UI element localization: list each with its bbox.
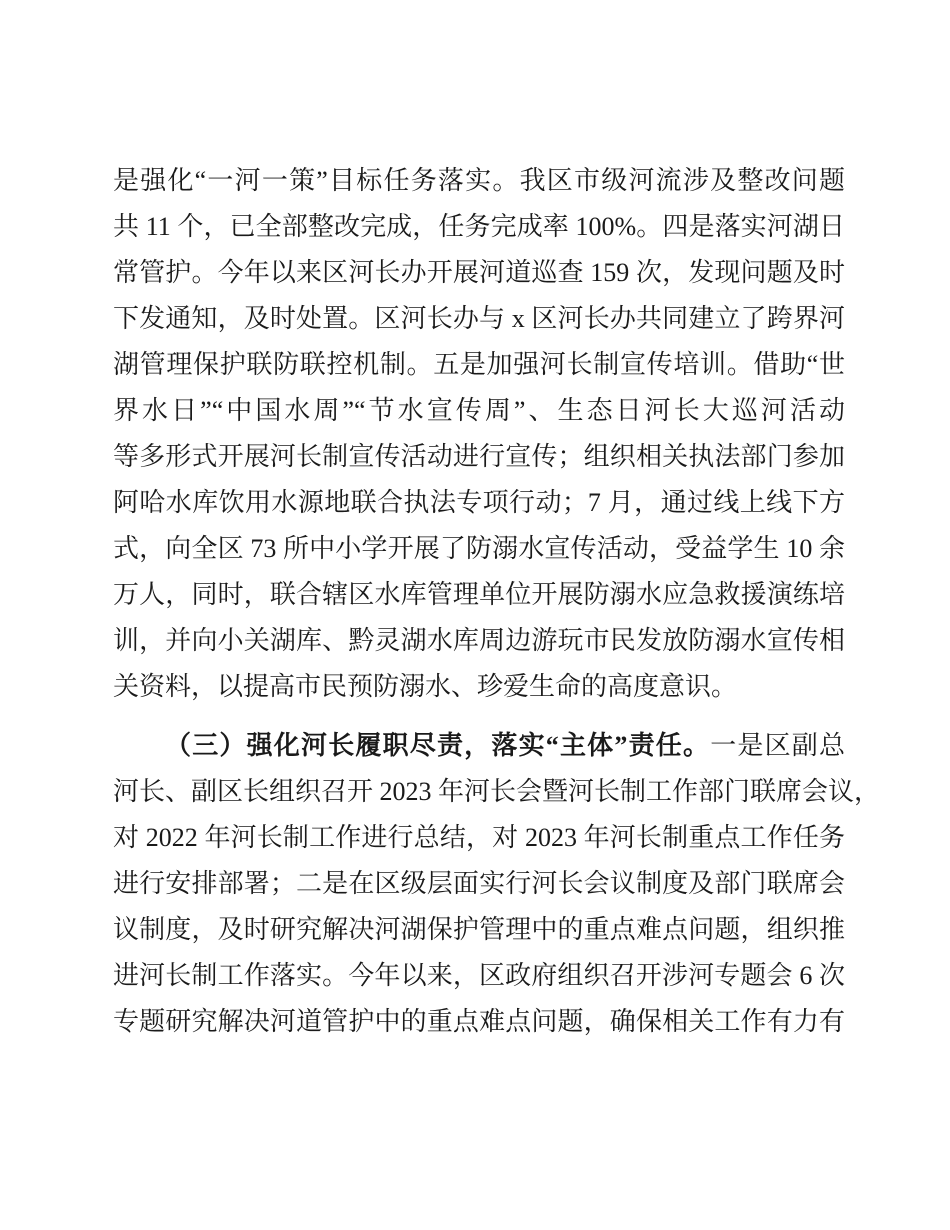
text-run: 专题研究解决河道管护中的重点难点问题，确保相关工作有力有 bbox=[113, 1007, 845, 1036]
text-run: 河长、副区长组织召开 2023 年河长会暨河长制工作部门联席会议， bbox=[113, 777, 881, 806]
document-line bbox=[113, 769, 881, 815]
document-line bbox=[113, 815, 845, 861]
document-line bbox=[113, 480, 845, 526]
text-run: 训，并向小关湖库、黔灵湖水库周边游玩市民发放防溺水宣传相 bbox=[113, 626, 845, 655]
paragraph-river-chief-measures bbox=[113, 158, 845, 710]
document-line bbox=[113, 999, 845, 1045]
text-run: 式，向全区 73 所中小学开展了防溺水宣传活动，受益学生 10 余 bbox=[113, 534, 845, 563]
text-run: 万人，同时，联合辖区水库管理单位开展防溺水应急救援演练培 bbox=[113, 580, 845, 609]
text-run: 是强化“一河一策”目标任务落实。我区市级河流涉及整改问题 bbox=[113, 166, 845, 195]
paragraph-section-three bbox=[113, 723, 881, 1045]
document-line bbox=[113, 388, 845, 434]
document-line bbox=[113, 664, 845, 710]
document-line bbox=[113, 204, 845, 250]
text-run: 共 11 个，已全部整改完成，任务完成率 100%。四是落实河湖日 bbox=[113, 212, 845, 241]
text-run: 进行安排部署；二是在区级层面实行河长会议制度及部门联席会 bbox=[113, 869, 845, 898]
document-line bbox=[113, 953, 845, 999]
document-line bbox=[113, 296, 845, 342]
text-run: 等多形式开展河长制宣传活动进行宣传；组织相关执法部门参加 bbox=[113, 442, 845, 471]
document-line bbox=[113, 250, 845, 296]
text-run: 议制度，及时研究解决河湖保护管理中的重点难点问题，组织推 bbox=[113, 915, 845, 944]
text-run: 常管护。今年以来区河长办开展河道巡查 159 次，发现问题及时 bbox=[113, 258, 845, 287]
document-line bbox=[113, 907, 845, 953]
text-run: 界水日”“中国水周”“节水宣传周”、生态日河长大巡河活动 bbox=[113, 396, 845, 425]
text-run: 进河长制工作落实。今年以来，区政府组织召开涉河专题会 6 次 bbox=[113, 961, 845, 990]
bold-text-run: （三）强化河长履职尽责，落实“主体”责任。 bbox=[165, 731, 711, 760]
text-run: 一是区副总 bbox=[710, 731, 845, 760]
document-line bbox=[113, 861, 845, 907]
document-line bbox=[113, 572, 845, 618]
document-line bbox=[113, 158, 845, 204]
document-line bbox=[113, 723, 845, 769]
text-run: 关资料，以提高市民预防溺水、珍爱生命的高度意识。 bbox=[113, 672, 738, 701]
document-line bbox=[113, 434, 845, 480]
text-run: 下发通知，及时处置。区河长办与 x 区河长办共同建立了跨界河 bbox=[113, 304, 845, 333]
document-line bbox=[113, 526, 845, 572]
document-line bbox=[113, 618, 845, 664]
text-run: 湖管理保护联防联控机制。五是加强河长制宣传培训。借助“世 bbox=[113, 350, 845, 379]
text-run: 对 2022 年河长制工作进行总结，对 2023 年河长制重点工作任务 bbox=[113, 823, 845, 852]
text-run: 阿哈水库饮用水源地联合执法专项行动；7 月，通过线上线下方 bbox=[113, 488, 845, 517]
document-line bbox=[113, 342, 845, 388]
